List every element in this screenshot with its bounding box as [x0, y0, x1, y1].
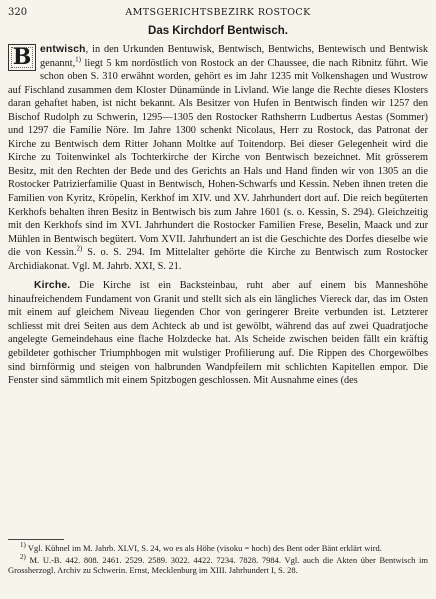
footnote-mark: 2): [20, 552, 26, 561]
lead-word: entwisch: [40, 44, 86, 55]
footnote-ref-1[interactable]: 1): [75, 55, 82, 64]
footnote-mark: 1): [20, 541, 26, 550]
running-title: AMTSGERICHTSBEZIRK ROSTOCK: [125, 7, 311, 18]
footnote-ref-2[interactable]: 2): [76, 244, 83, 253]
paragraph-text: liegt 5 km nordöstlich von Rostock an der Chaussee, die nach Ribnitz führt. Wie schon oben S. 310 erwähnt worden, gehört es im Jahr 1235 mit Volkenshagen und Wustrow auf Fischland zusammen dem Kloster Dünamünde in Livland. Wie lange die Rechte dieses Klosters daran gehaftet haben, ist nicht bekannt. Als Besitzer von Hufen in Bentwisch finden wir 1257 den Bischof Rudolph zu Schwerin, 1295—1305 den Rostocker Rathsherrn Ludbertus Aestas (Sommer) und 1297 die Familie Nöre. Im Jahre 1300 schenkt Nicolaus, Herr zu Rostock, das Patronat der Kirche zu Bentwisch dem Ritter Johann Moltke auf Toitendorp. Bei dieser Gelegenheit wird die Kirche zu Toitenwinkel als Tochterkirche der Kirche von Bentwisch bezeichnet. Mit grösserem Besitz, mit den Rechten der Bede und des Gerichts an Hals und Hand finden wir von 1305 an die Rostocker Patrizierfamilie Quast in Bentwisch, Hohen-Schwarfs und Kessin. Neben ihnen treten die Familien von Kyritz, Kröpelin, Kerkhof im XIV. und XV. Jahrhundert dort auf. Die reich begüterten Kerkhofs behalten ihren Besitz in Bentwisch bis zum Jahre 1601 (s. o. Kessin, S. 294). Gleichzeitig mit den Kerkhofs sind im XVI. Jahrhundert die Rostocker Familien Frese, Beselin, Maack und zur Mühlen in Bentwisch begütert. Vom XVII. Jahrhundert an ist die Geschichte des Dorfes dieselbe wie die von Kessin.: [8, 57, 428, 259]
footnote-2: [8, 552, 428, 576]
paragraph-kirche: [8, 279, 428, 387]
footnotes: [8, 543, 428, 577]
paragraph-text: , in den Urkunden Bentuwisk, Bentwisch, Bentwichs, Bentewisch und Bentwisk genannt,: [40, 44, 428, 69]
footnote-text: M. U.-B. 442. 808. 2461. 2529. 2589. 3022. 4422. 7234. 7828. 7984. Vgl. auch die Akten über Bentwisch im Grossherzogl. Archiv zu Schwerin. Ernst, Mecklenburg im XIII. Jahrhundert I, S. 28.: [8, 554, 428, 576]
chapter-title: Das Kirchdorf Bentwisch.: [148, 25, 288, 37]
decorated-initial-letter: B: [8, 44, 36, 71]
footnote-divider: [8, 539, 64, 540]
paragraph-history: [8, 43, 428, 273]
footnote-1: [8, 543, 428, 554]
page-number: 320: [8, 7, 28, 18]
running-header: [8, 6, 428, 20]
section-lead-kirche: Kirche.: [34, 280, 71, 292]
paragraph-text: Die Kirche ist ein Backsteinbau, ruht aber auf einem bis Manneshöhe hinaufreichendem Fundament von Granit und stellt sich als ein längliches Viereck dar, das im Osten mit einem auf gleichem Niveau liegenden Chor von geringerer Breite verbunden ist. Letzterer schliesst mit drei Seiten aus dem Achteck ab und ist gewölbt, während das auf zwei Quadratjoche angelegte Gemeindehaus eine flache Holzdecke hat. Als Scheide zwischen beiden fällt ein kräftig gebildeter gothischer Triumphbogen mit wulstiger Profilierung auf. Die Rippen des Chorgewölbes sind birnförmig und steigen von halbrunden Wandpfeilern mit schlichten Kapitellen empor. Die Fenster sind sämmtlich mit einem Spitzbogen geschlossen. Mit Ausnahme eines (des: [8, 280, 428, 387]
paragraph-text: S. o. S. 294. Im Mittelalter gehörte die Kirche zu Bentwisch zum Rostocker Archidiakonat. Vgl. M. Jahrb. XXI, S. 21.: [8, 247, 428, 272]
body-text: [8, 43, 428, 388]
footnote-text: Vgl. Kühnel im M. Jahrb. XLVI, S. 24, wo es als Höhe (visoku = hoch) des Bent oder Bänt erklärt wird.: [25, 543, 382, 553]
